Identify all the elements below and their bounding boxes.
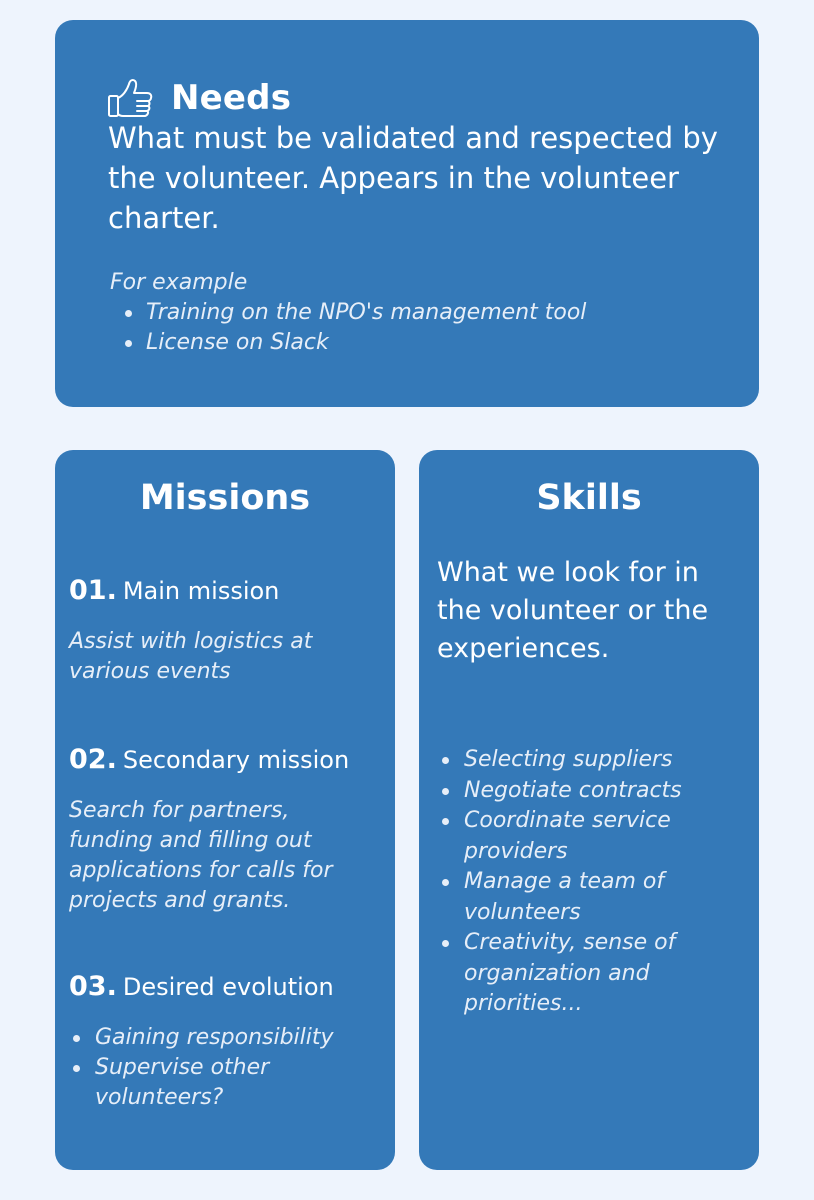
list-item: Selecting suppliers [437,745,747,776]
needs-examples [110,268,730,358]
mission-number: 03. [69,971,117,1002]
mission-number: 02. [69,744,117,775]
evolution-list [69,1023,369,1113]
mission-evolution [69,971,369,1113]
mission-label: Secondary mission [122,746,350,774]
missions-card [55,450,395,1170]
mission-bullets [69,1023,369,1113]
list-item: License on Slack [110,328,730,358]
thumbs-up-icon [107,76,155,120]
mission-description: Assist with logistics at various events [69,629,313,684]
skills-card [419,450,759,1170]
mission-label: Desired evolution [122,973,334,1001]
example-label: For example [110,270,248,295]
example-list [110,298,730,358]
skills-title: Skills [536,478,642,518]
list-item: Manage a team of volunteers [437,867,747,928]
needs-title: Needs [171,78,292,118]
mission-heading [69,744,369,778]
list-item: Gaining responsibility [69,1023,369,1053]
mission-label: Main mission [122,577,280,605]
mission-secondary [69,744,369,916]
mission-main [69,575,369,687]
skills-bullets [437,745,747,1020]
list-item: Coordinate service providers [437,806,747,867]
mission-number: 01. [69,575,117,606]
mission-description: Search for partners, funding and filling out applications for calls for projects and grants. [69,798,333,913]
list-item: Negotiate contracts [437,776,747,807]
needs-header [107,75,291,121]
missions-title: Missions [139,478,311,518]
skills-list [437,745,747,1020]
mission-heading [69,971,369,1005]
list-item: Supervise other volunteers? [69,1053,369,1113]
list-item: Creativity, sense of organization and priorities... [437,928,747,1020]
needs-description: What must be validated and respected by the volunteer. Appears in the volunteer charter. [108,121,718,235]
mission-heading [69,575,369,609]
skills-description: What we look for in the volunteer or the experiences. [437,557,709,664]
list-item: Training on the NPO's management tool [110,298,730,328]
needs-card [55,20,759,407]
